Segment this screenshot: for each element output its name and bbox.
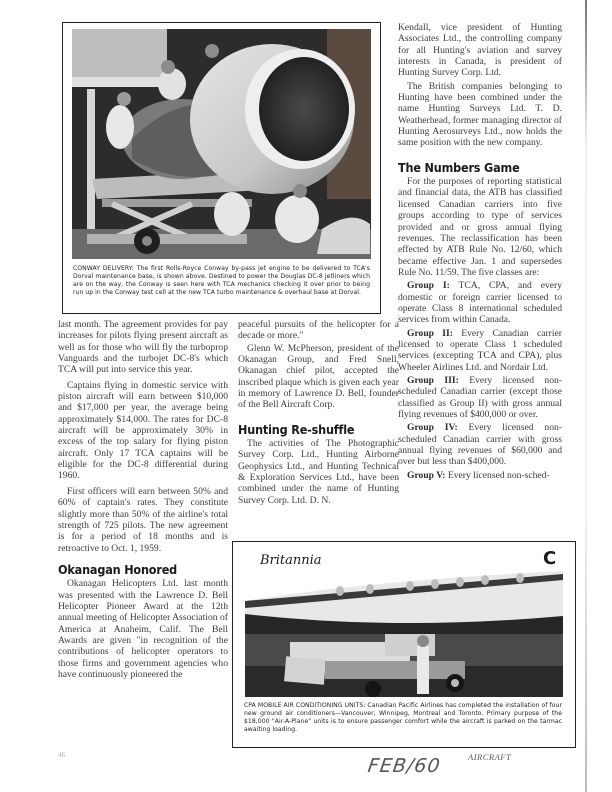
britannia-truck-illustration <box>245 546 563 697</box>
column-3 <box>398 22 562 481</box>
group-2-item <box>398 328 562 373</box>
group-5-label: Group V: <box>407 469 446 481</box>
magazine-name: AIRCRAFT <box>468 752 512 762</box>
col1-paragraph: last month. The agreement provides for pay increases for pilots flying present aircraft as well as for those who will fly the turboprop Vanguards and the turbojet DC-8's which TCA will put into service this year. <box>58 319 228 376</box>
col2-paragraph: Glenn W. McPherson, president of the Okanagan Group, and Fred Snell, Okanagan chief pilot, accepted the inscribed plaque which is given each year in memory of Lawrence D. Bell, founder of the Bell Aircraft Corp. <box>238 342 399 411</box>
hunting-heading: Hunting Re-shuffle <box>238 421 355 437</box>
group-2-text: Every Canadian carrier licensed to operate Class 1 scheduled services (excepting TCA and CPA), plus Wheeler Airlines Ltd. and Nordair Ltd. <box>398 327 562 373</box>
conway-photo-frame <box>62 22 381 314</box>
group-1-label: Group I: <box>407 280 450 292</box>
britannia-lettering: Britannia <box>260 553 322 568</box>
conway-engine-photo <box>72 29 371 259</box>
group-3-text: Every licensed non-scheduled Canadian carrier (except those classified as Group II) with gross annual flying revenues of $400,000 or over. <box>398 374 562 420</box>
cpa-photo-caption: CPA MOBILE AIR CONDITIONING UNITS: Canadian Pacific Airlines has completed the installation of four new ground air conditioners—Vancouver, Winnipeg, Montreal and Toronto. Primary purpose of the $18,000 "Air-A-Plane" units is to ensure passenger comfort while the aircraft is parked on the tarmac awaiting loading. <box>244 702 562 734</box>
group-3-label: Group III: <box>407 374 459 386</box>
group-4-label: Group IV: <box>407 422 458 434</box>
conway-engine-illustration <box>72 29 371 259</box>
column-2 <box>238 319 399 506</box>
col2-paragraph: peaceful pursuits of the helicopter for a decade or more." <box>238 319 399 342</box>
column-1 <box>58 319 228 680</box>
hunting-paragraph: The activities of The Photographic Survey Corp. Ltd., Hunting Airborne Geophysics Ltd., and Hunting Technical & Exploration Services Ltd., have been combined under the name of Hunting Survey Corp. Ltd. D. N. <box>238 438 399 506</box>
conway-photo-caption: CONWAY DELIVERY: The first Rolls-Royce Conway by-pass jet engine to be delivered to TCA's Dorval maintenance base, is shown above. Destined to power the Douglas DC-8 jetliners which are on the way, the Conway is seen here with TCA mechanics checking it over prior to being run up in the Conway test cell at the new TCA turbo maintenance & overhaul base at Dorval. <box>73 265 370 297</box>
group-4-text: Every licensed non-scheduled Canadian carrier with gross annual flying revenues of $60,000 and over but less than $400,000. <box>398 422 562 468</box>
okanagan-paragraph: Okanagan Helicopters Ltd. last month was presented with the Lawrence D. Bell Helicopter Pioneer Award at the 12th annual meeting of Helicopter Association of America at Anaheim, Calif. The Bell Awards are given "in recognition of the contributions of helicopter operators to those firms and government agencies who have continuously pioneered the <box>58 578 228 680</box>
group-1-item <box>398 280 562 325</box>
group-4-item <box>398 422 562 467</box>
airline-letter-c: C <box>543 548 557 569</box>
group-5-item <box>398 470 562 481</box>
group-5-text: Every licensed non-sched- <box>447 469 550 481</box>
col3-paragraph: Kendall, vice president of Hunting Associates Ltd., the controlling company for all Hunting's aviation and survey interests in Canada, is president of Hunting Survey Corp. Ltd. <box>398 22 562 79</box>
col3-paragraph: The British companies belonging to Hunting have been combined under the name Hunting Surveys Ltd. T. D. Weatherhead, former managing director of Hunting Aerosurveys Ltd., now holds the same position with the new company. <box>398 80 562 149</box>
handwritten-date-note: FEB/60 <box>366 755 443 777</box>
group-1-text: TCA, CPA, and every domestic or foreign carrier licensed to operate Class 8 international scheduled services from within Canada. <box>398 280 562 326</box>
group-3-item <box>398 375 562 420</box>
numbers-game-heading: The Numbers Game <box>398 159 520 175</box>
cpa-photo-frame <box>232 541 576 748</box>
col1-paragraph: Captains flying in domestic service with piston aircraft will earn between $10,000 and $17,000 per year, the average being approximately $14,000. The rates for DC-8 aircraft will be approximately 30% in excess of the top salary for flying piston aircraft. Only 17 TCA captains will be eligible for the DC-8 differential during 1960. <box>58 379 228 482</box>
group-2-label: Group II: <box>407 327 453 339</box>
page-number: 46 <box>58 751 65 759</box>
page-edge-shadow <box>585 0 587 792</box>
col1-paragraph: First officers will earn between 50% and 60% of captain's rates. They constitute slightly more than 50% of the airline's total strength of 725 pilots. The new agreement is for a period of 18 months and is retroactive to Oct. 1, 1959. <box>58 485 228 554</box>
okanagan-heading: Okanagan Honored <box>58 561 178 577</box>
numbers-intro-paragraph: For the purposes of reporting statistical and financial data, the ATB has classified licensed Canadian carriers into five groups according to type of services provided and or gross annual flying revenues. The reclassification has been effected by ATB Rule No. 12/60, which became effective Jan. 1 and supersedes Rule No. 11/59. The five classes are: <box>398 176 562 278</box>
cpa-air-conditioning-photo <box>245 546 563 697</box>
